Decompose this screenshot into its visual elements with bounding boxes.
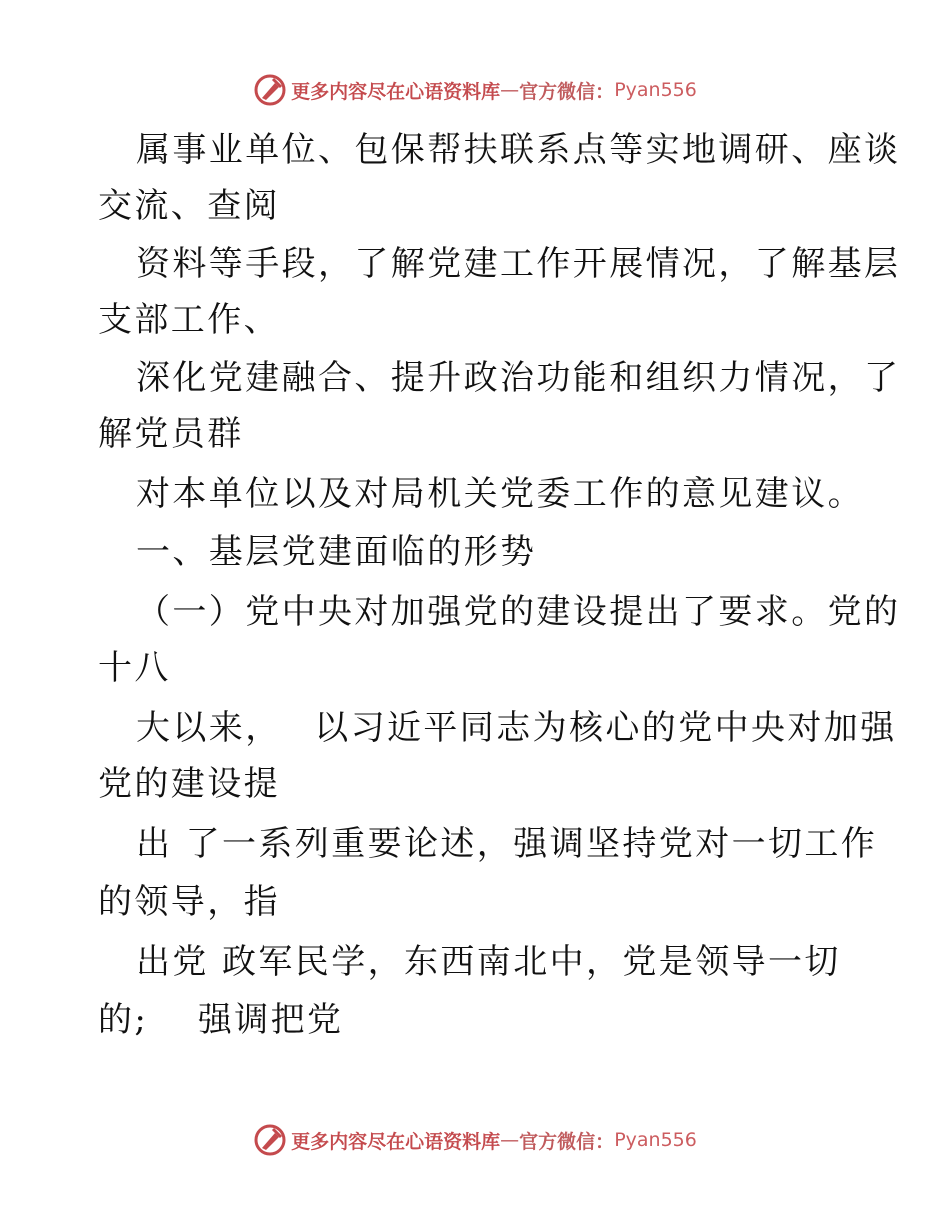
text-line: 属事业单位、包保帮扶联系点等实地调研、座谈 <box>136 130 901 170</box>
text-line: 资料等手段，了解党建工作开展情况，了解基层 <box>136 244 901 284</box>
text-line: 解党员群 <box>98 414 244 454</box>
section-heading: 一、基层党建面临的形势 <box>136 532 537 572</box>
watermark-brand: 更多内容尽在心语资料库 <box>291 1130 501 1153</box>
text-line: 支部工作、 <box>98 300 280 340</box>
watermark-wechat-id: Pyan556 <box>614 79 697 101</box>
watermark-dash: — <box>500 1129 520 1151</box>
pen-nib-circle-icon <box>253 73 287 107</box>
pen-nib-circle-icon <box>253 1123 287 1157</box>
footer-watermark <box>0 1120 950 1160</box>
watermark-brand: 更多内容尽在心语资料库 <box>291 80 501 103</box>
watermark-label: 官方微信： <box>519 1130 615 1153</box>
text-line: 出 了一系列重要论述，强调坚持党对一切工作 <box>136 824 878 864</box>
text-line: 深化党建融合、提升政治功能和组织力情况，了 <box>136 358 901 398</box>
text-line: 对本单位以及对局机关党委工作的意见建议。 <box>136 474 864 514</box>
text-line: 出党 政军民学，东西南北中，党是领导一切 <box>136 942 841 982</box>
watermark-wechat-id: Pyan556 <box>614 1129 697 1151</box>
subsection-heading: （一）党中央对加强党的建设提出了要求。党的 <box>136 592 901 632</box>
text-line: 的; 强调把党 <box>98 1000 344 1040</box>
text-line: 交流、查阅 <box>98 186 280 226</box>
watermark-dash: — <box>500 79 520 101</box>
text-line: 党的建设提 <box>98 764 280 804</box>
text-line: 的领导，指 <box>98 882 280 922</box>
text-line: 十八 <box>98 648 171 688</box>
watermark-label: 官方微信： <box>519 80 615 103</box>
text-line: 大以来， 以习近平同志为核心的党中央对加强 <box>136 708 897 748</box>
header-watermark <box>0 70 950 110</box>
